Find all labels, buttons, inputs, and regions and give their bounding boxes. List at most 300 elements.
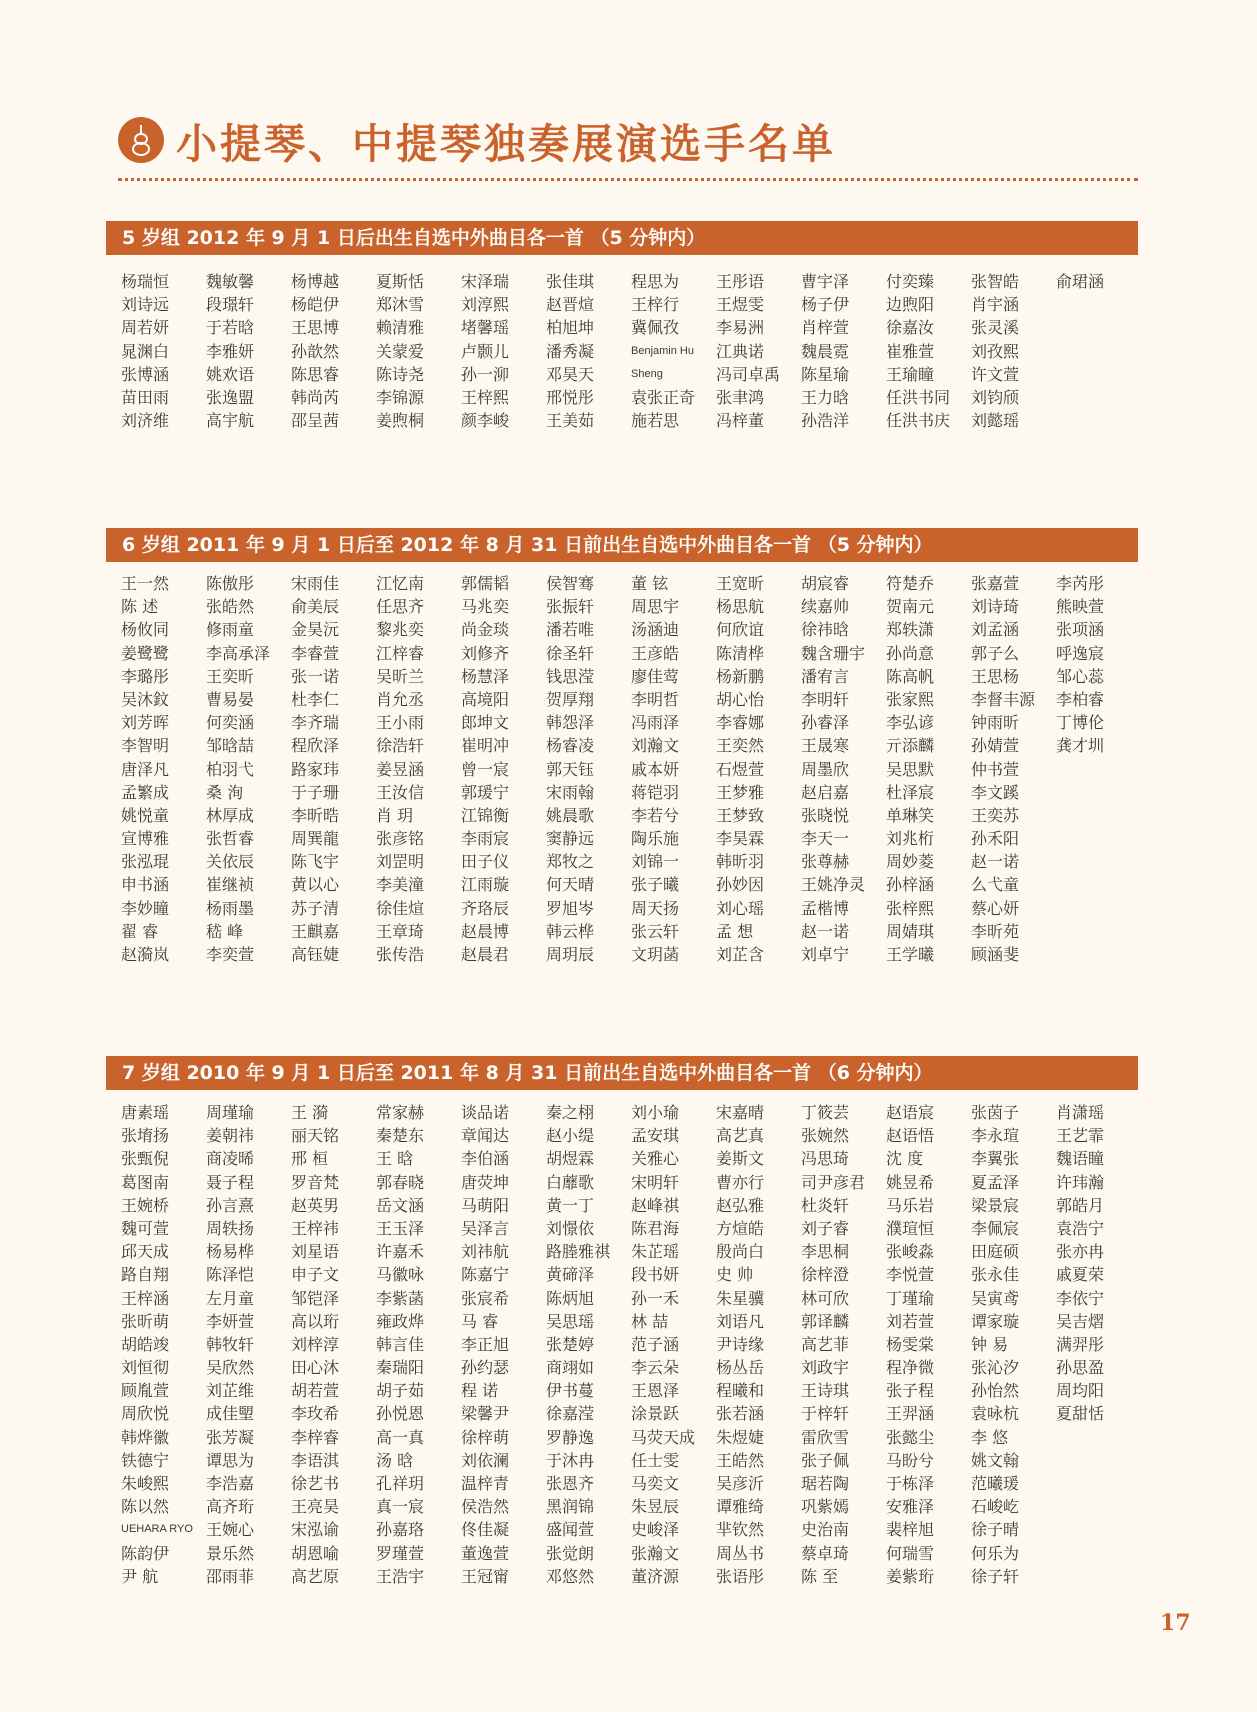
contestant-name: 王汝信 (376, 782, 425, 802)
contestant-name: 秦楚东 (376, 1126, 425, 1146)
contestant-name: 张瀚文 (631, 1543, 680, 1563)
contestant-name: 张甄倪 (121, 1149, 170, 1169)
contestant-name: 张恩齐 (546, 1474, 595, 1493)
contestant-name: 魏语瞳 (1056, 1149, 1105, 1169)
contestant-name: 高宇航 (206, 411, 255, 431)
contestant-name: 石煜萱 (716, 759, 765, 779)
contestant-name: 孙浩洋 (801, 411, 850, 431)
contestant-name: 汤 晗 (376, 1450, 414, 1470)
contestant-name: 王恩泽 (631, 1381, 680, 1401)
contestant-name: 宋明轩 (631, 1172, 680, 1192)
contestant-name: 钱思滢 (546, 666, 595, 686)
contestant-name: 胡心怡 (716, 689, 765, 709)
contestant-name: 李佩宸 (971, 1218, 1020, 1238)
contestant-name: 刘恒彻 (121, 1358, 170, 1378)
contestant-name: 刘小瑜 (631, 1103, 680, 1122)
contestant-name: 张博涵 (121, 364, 170, 384)
contestant-name (1056, 1426, 1141, 1449)
contestant-name: 董 铉 (631, 574, 669, 593)
contestant-name: 王梓涵 (121, 1288, 170, 1308)
page-header (118, 112, 836, 168)
contestant-name: 王章琦 (376, 921, 425, 941)
contestant-name: 周巽龍 (291, 829, 340, 849)
contestant-name: 陈傲彤 (206, 574, 255, 593)
contestant-name (1056, 873, 1141, 896)
contestant-name: 曹易晏 (206, 689, 255, 709)
contestant-name: 李璐彤 (121, 666, 170, 686)
contestant-name: 高钰婕 (291, 945, 340, 964)
contestant-name: 邹铠泽 (291, 1288, 340, 1308)
contestant-name: 刘子睿 (801, 1218, 850, 1238)
contestant-name: 张沁汐 (971, 1358, 1020, 1378)
contestant-name: 王羿涵 (886, 1404, 935, 1424)
contestant-name: 苏子清 (291, 898, 340, 918)
contestant-name: 张灵溪 (971, 318, 1020, 338)
contestant-name: 熊映萱 (1056, 597, 1105, 617)
contestant-name: 崔继祯 (206, 875, 255, 895)
contestant-name: 于若晗 (206, 318, 255, 338)
contestant-name: 龚才圳 (1056, 736, 1105, 756)
contestant-name: 孟 想 (716, 921, 754, 941)
contestant-name: 周欣悦 (121, 1404, 170, 1424)
contestant-name: 常家赫 (376, 1103, 425, 1122)
contestant-name: 王思杨 (971, 666, 1020, 686)
contestant-name: 任士雯 (631, 1450, 680, 1470)
contestant-name: 杨雯棠 (886, 1334, 935, 1354)
contestant-name: 佟佳凝 (461, 1520, 510, 1540)
contestant-name: 魏敏馨 (206, 272, 255, 291)
contestant-name: 田庭硕 (971, 1242, 1020, 1262)
contestant-name: 吴昕兰 (376, 666, 425, 686)
contestant-name: 李昕苑 (971, 921, 1020, 941)
contestant-name: 谭雅绮 (716, 1497, 765, 1517)
contestant-name: 王梓行 (631, 295, 680, 315)
contestant-name: 王 晗 (376, 1149, 414, 1169)
contestant-name: 李齐瑞 (291, 713, 340, 733)
contestant-name: 赵弘雅 (716, 1195, 765, 1215)
contestant-name: 邹心蕊 (1056, 666, 1105, 686)
contestant-name: 俞珺涵 (1056, 272, 1105, 291)
contestant-name (1056, 340, 1141, 363)
contestant-name: 曾一宸 (461, 759, 510, 779)
contestant-name: 赵晋煊 (546, 295, 595, 315)
contestant-name: 冯雨泽 (631, 713, 680, 733)
contestant-name: 夏甜恬 (1056, 1404, 1105, 1424)
contestant-name: 边煦阳 (886, 295, 935, 315)
group-6-heading: 6 岁组 2011 年 9 月 1 日后至 2012 年 8 月 31 日前出生自选中外曲目各一首 （5 分钟内） (106, 528, 1138, 562)
contestant-name: 成佳朢 (206, 1404, 255, 1424)
contestant-name: 袁张正奇 (631, 387, 696, 407)
contestant-name: 李玫希 (291, 1404, 340, 1424)
contestant-name: 雷欣雪 (801, 1427, 850, 1447)
contestant-name: 郭子么 (971, 643, 1020, 663)
contestant-name: 肖允丞 (376, 689, 425, 709)
contestant-name: 张一诺 (291, 666, 340, 686)
contestant-name: 江锦衡 (461, 805, 510, 825)
contestant-name: 周婧琪 (886, 921, 935, 941)
contestant-name: 王梦雅 (716, 782, 765, 802)
contestant-name: 刘瀚文 (631, 736, 680, 756)
contestant-name: 马兆奕 (461, 597, 510, 617)
contestant-name: 亓添麟 (886, 736, 935, 756)
contestant-name: 孙嘉珞 (376, 1520, 425, 1540)
contestant-name: 仲书萱 (971, 759, 1020, 779)
contestant-name: 王梦致 (716, 805, 765, 825)
contestant-name: 崔明冲 (461, 736, 510, 756)
contestant-name: 唐荧坤 (461, 1172, 510, 1192)
contestant-name: 桑 洵 (206, 782, 244, 802)
contestant-name: 于子珊 (291, 782, 340, 802)
contestant-name: 宋雨佳 (291, 574, 340, 593)
contestant-name: 赵晨博 (461, 921, 510, 941)
contestant-name (1056, 1565, 1141, 1588)
contestant-name: 岳文涵 (376, 1195, 425, 1215)
contestant-name: 马乐岩 (886, 1195, 935, 1215)
contestant-name: 涂景跃 (631, 1404, 680, 1424)
contestant-name: 李永瑄 (971, 1126, 1020, 1146)
contestant-name: 田心沐 (291, 1358, 340, 1378)
contestant-name (1056, 1449, 1141, 1472)
contestant-name: 魏含珊宇 (801, 643, 866, 663)
contestant-name: 王学曦 (886, 945, 935, 964)
contestant-name: 任思齐 (376, 597, 425, 617)
contestant-name: 韩云桦 (546, 921, 595, 941)
contestant-name: 段书妍 (631, 1265, 680, 1285)
contestant-name: 满羿彤 (1056, 1334, 1105, 1354)
contestant-name: 王婉桥 (121, 1195, 170, 1215)
contestant-name: 李明哲 (631, 689, 680, 709)
contestant-name: 李云朵 (631, 1358, 680, 1378)
contestant-name: 韩牧轩 (206, 1334, 255, 1354)
contestant-name: 李梓睿 (291, 1427, 340, 1447)
contestant-name: 陶乐施 (631, 829, 680, 849)
contestant-name: 刘孟涵 (971, 620, 1020, 640)
contestant-name: 王宽昕 (716, 574, 765, 593)
contestant-name: 孙一禾 (631, 1288, 680, 1308)
contestant-name: 邵呈茜 (291, 411, 340, 431)
contestant-name: 孙婧萱 (971, 736, 1020, 756)
contestant-name: 朱峻熙 (121, 1474, 170, 1493)
contestant-name: 高境阳 (461, 689, 510, 709)
contestant-name: 黄以心 (291, 875, 340, 895)
contestant-name: 付奕臻 (886, 272, 935, 291)
contestant-name: 钟 易 (971, 1334, 1009, 1354)
contestant-name: 伊书蔓 (546, 1381, 595, 1401)
contestant-name: 徐嘉滢 (546, 1404, 595, 1424)
contestant-name: 徐嘉汝 (886, 318, 935, 338)
contestant-name: 赵峰祺 (631, 1195, 680, 1215)
contestant-name: 陈星瑜 (801, 364, 850, 384)
contestant-name: 张梓熙 (886, 898, 935, 918)
contestant-name: 杨新鹏 (716, 666, 765, 686)
contestant-name: 关雅心 (631, 1149, 680, 1169)
contestant-name: 孙禾阳 (971, 829, 1020, 849)
contestant-name: 高齐珩 (206, 1497, 255, 1517)
contestant-name: 聂子程 (206, 1172, 255, 1192)
contestant-name: 周天扬 (631, 898, 680, 918)
contestant-name: 周墨欣 (801, 759, 850, 779)
contestant-name: 王奕然 (716, 736, 765, 756)
contestant-name (1056, 827, 1141, 850)
contestant-name: 沈 度 (886, 1149, 924, 1169)
contestant-name: 郭译麟 (801, 1311, 850, 1331)
contestant-name: 侯浩然 (461, 1497, 510, 1517)
contestant-name: 杨丛岳 (716, 1358, 765, 1378)
contestant-name: 刘依澜 (461, 1450, 510, 1470)
contestant-name: Sheng (631, 367, 663, 380)
contestant-name (1056, 943, 1141, 966)
contestant-name: 刘政宇 (801, 1358, 850, 1378)
contestant-name: 符楚乔 (886, 574, 935, 593)
contestant-name: 王彤语 (716, 272, 765, 291)
contestant-name: 李奕萱 (206, 945, 255, 964)
contestant-name: 赵一诺 (971, 852, 1020, 872)
contestant-name: 张皓然 (206, 597, 255, 617)
contestant-name: 刘锦一 (631, 852, 680, 872)
contestant-name: 宋嘉晴 (716, 1103, 765, 1122)
contestant-name: 郭天钰 (546, 759, 595, 779)
contestant-name: 顾涵斐 (971, 945, 1020, 964)
contestant-name: 宋泽瑞 (461, 272, 510, 291)
contestant-name: 王力晗 (801, 387, 850, 407)
contestant-name: 堵馨瑶 (461, 318, 510, 338)
contestant-name: 胡皓竣 (121, 1334, 170, 1354)
contestant-name: 何奕涵 (206, 713, 255, 733)
contestant-name: 姜紫珩 (886, 1566, 935, 1586)
contestant-name: 刘修齐 (461, 643, 510, 663)
group-7-heading: 7 岁组 2010 年 9 月 1 日后至 2011 年 8 月 31 日前出生自选中外曲目各一首 （6 分钟内） (106, 1056, 1138, 1090)
contestant-name: 顾胤萱 (121, 1381, 170, 1401)
contestant-name: 任洪书同 (886, 387, 951, 407)
contestant-name: 王玉泽 (376, 1218, 425, 1238)
contestant-name: 司尹彦君 (801, 1172, 866, 1192)
contestant-name: 王小雨 (376, 713, 425, 733)
contestant-name: 徐子晴 (971, 1520, 1020, 1540)
contestant-name: 吴欣然 (206, 1358, 255, 1378)
contestant-name: 董济源 (631, 1566, 680, 1586)
contestant-name: 刘济维 (121, 411, 170, 431)
contestant-name: 陈高帆 (886, 666, 935, 686)
contestant-name: 刘孜熙 (971, 341, 1020, 361)
contestant-name: 江梓睿 (376, 643, 425, 663)
contestant-name: 张语彤 (716, 1566, 765, 1586)
contestant-name: 孙梓涵 (886, 875, 935, 895)
contestant-name: 石峻屹 (971, 1497, 1020, 1517)
contestant-name: 陈嘉宁 (461, 1265, 510, 1285)
contestant-name: 张泓琨 (121, 852, 170, 872)
contestant-name: 姚欢语 (206, 364, 255, 384)
contestant-name: 芈钦然 (716, 1520, 765, 1540)
contestant-name: 孙思盈 (1056, 1358, 1105, 1378)
contestant-name: 孟繁成 (121, 782, 170, 802)
contestant-name: 李悦萱 (886, 1265, 935, 1285)
contestant-name (1056, 1542, 1141, 1565)
contestant-name: 王麒嘉 (291, 921, 340, 941)
contestant-name: 修雨童 (206, 620, 255, 640)
contestant-name: 琚若陶 (801, 1474, 850, 1493)
contestant-name: 张智皓 (971, 272, 1020, 291)
contestant-name: 邢 桓 (291, 1149, 329, 1169)
contestant-name: 张嘉萱 (971, 574, 1020, 593)
contestant-name: 张云轩 (631, 921, 680, 941)
contestant-name: 吴寅鸢 (971, 1288, 1020, 1308)
contestant-name: 朱芷瑶 (631, 1242, 680, 1262)
contestant-name: 刘芷维 (206, 1381, 255, 1401)
contestant-name: 王梓祎 (291, 1218, 340, 1238)
contestant-name: 姜朝祎 (206, 1126, 255, 1146)
contestant-name: 姚昱希 (886, 1172, 935, 1192)
contestant-name: 吴彦沂 (716, 1474, 765, 1493)
contestant-name: 曹亦行 (716, 1172, 765, 1192)
contestant-name: 杨皑伊 (291, 295, 340, 315)
contestant-name: 姜昱涵 (376, 759, 425, 779)
contestant-name: 胡宸睿 (801, 574, 850, 593)
contestant-name: 程曦和 (716, 1381, 765, 1401)
contestant-name: 刘憬依 (546, 1218, 595, 1238)
contestant-name: 马徽咏 (376, 1265, 425, 1285)
contestant-name: 郑轶潇 (886, 620, 935, 640)
contestant-name: 窦静远 (546, 829, 595, 849)
contestant-name: 李昊霖 (716, 829, 765, 849)
contestant-name: 安雅泽 (886, 1497, 935, 1517)
contestant-name: 翟 睿 (121, 921, 159, 941)
contestant-name: 谭思为 (206, 1450, 255, 1470)
contestant-name: 刘心瑶 (716, 898, 765, 918)
contestant-name: 葛图南 (121, 1172, 170, 1192)
contestant-name: 张子佩 (801, 1450, 850, 1470)
contestant-name: 马奕文 (631, 1474, 680, 1493)
contestant-name: 高艺真 (716, 1126, 765, 1146)
contestant-name (1056, 758, 1141, 781)
contestant-name: 徐佳煊 (376, 898, 425, 918)
contestant-name: 陈诗尧 (376, 364, 425, 384)
contestant-name: 刘卓宁 (801, 945, 850, 964)
contestant-name: 姜煦桐 (376, 411, 425, 431)
contestant-name: 徐浩轩 (376, 736, 425, 756)
contestant-name (1056, 293, 1141, 316)
contestant-name: 陈炳旭 (546, 1288, 595, 1308)
group-5-names (121, 270, 1141, 432)
contestant-name: 李美潼 (376, 875, 425, 895)
contestant-name: 胡恩喻 (291, 1543, 340, 1563)
contestant-name: 李紫菡 (376, 1288, 425, 1308)
contestant-name: 朱星骥 (716, 1288, 765, 1308)
contestant-name: 张觉朗 (546, 1543, 595, 1563)
contestant-name: 刘梓淳 (291, 1334, 340, 1354)
contestant-name: 周均阳 (1056, 1381, 1105, 1401)
contestant-name: 孙言熹 (206, 1195, 255, 1215)
contestant-name: 姚悦童 (121, 805, 170, 825)
contestant-name: 姜鹭鹭 (121, 643, 170, 663)
contestant-name: 巩紫嫣 (801, 1497, 850, 1517)
contestant-name: 罗瑾萱 (376, 1543, 425, 1563)
contestant-name: 李伯涵 (461, 1149, 510, 1169)
contestant-name: 张峻淼 (886, 1242, 935, 1262)
contestant-name: 陈 至 (801, 1566, 839, 1586)
contestant-name: 孙妙因 (716, 875, 765, 895)
contestant-name: 刘懿瑶 (971, 411, 1020, 431)
contestant-name: 张懿尘 (886, 1427, 935, 1447)
contestant-name: 李妙瞳 (121, 898, 170, 918)
contestant-name: 徐梓澄 (801, 1265, 850, 1285)
contestant-name: 王皓然 (716, 1450, 765, 1470)
contestant-name: 李锦源 (376, 387, 425, 407)
contestant-name: 贺厚翔 (546, 689, 595, 709)
contestant-name: 王瑜瞳 (886, 364, 935, 384)
contestant-name: 程 诺 (461, 1381, 499, 1401)
contestant-name: 王奕昕 (206, 666, 255, 686)
contestant-name: 王亮昊 (291, 1497, 340, 1517)
contestant-name: 孙怡然 (971, 1381, 1020, 1401)
contestant-name: 盛闻萱 (546, 1520, 595, 1540)
contestant-name: 冯梓董 (716, 411, 765, 431)
contestant-name: 柏羽弋 (206, 759, 255, 779)
contestant-name: 许文萱 (971, 364, 1020, 384)
contestant-name: 魏晨霓 (801, 341, 850, 361)
contestant-name: 袁咏杭 (971, 1404, 1020, 1424)
contestant-name: 郑沐雪 (376, 295, 425, 315)
contestant-name: Benjamin Hu (631, 344, 694, 357)
contestant-name: 张宸希 (461, 1288, 510, 1308)
contestant-name: 马盼兮 (886, 1450, 935, 1470)
contestant-name: 王美茹 (546, 411, 595, 431)
group-7-names (121, 1101, 1141, 1588)
contestant-name: 郑牧之 (546, 852, 595, 872)
contestant-name: 江典诺 (716, 341, 765, 361)
contestant-name: 孙睿泽 (801, 713, 850, 733)
contestant-name: 周瑾瑜 (206, 1103, 255, 1122)
contestant-name: 李正旭 (461, 1334, 510, 1354)
contestant-name: 段璟轩 (206, 295, 255, 315)
contestant-name: 肖 玥 (376, 805, 414, 825)
contestant-name: 罗旭岑 (546, 898, 595, 918)
contestant-name: 尹 航 (121, 1566, 159, 1586)
contestant-name: 申子文 (291, 1265, 340, 1285)
contestant-name: 孙约瑟 (461, 1358, 510, 1378)
contestant-name: 陈泽恺 (206, 1265, 255, 1285)
contestant-name: 张尊赫 (801, 852, 850, 872)
contestant-name: 秦瑞阳 (376, 1358, 425, 1378)
contestant-name: 姜斯文 (716, 1149, 765, 1169)
contestant-name: 袁浩宁 (1056, 1218, 1105, 1238)
contestant-name: 邹晗喆 (206, 736, 255, 756)
contestant-name: 李浩嘉 (206, 1474, 255, 1493)
contestant-name: 李睿萱 (291, 643, 340, 663)
contestant-name: 郭儒韬 (461, 574, 510, 593)
contestant-name (1056, 316, 1141, 339)
contestant-name: 王彦皓 (631, 643, 680, 663)
contestant-name: 郭皓月 (1056, 1195, 1105, 1215)
contestant-name: 施若思 (631, 411, 680, 431)
contestant-name: 邓昊天 (546, 364, 595, 384)
contestant-name: 郎坤文 (461, 713, 510, 733)
contestant-name: 韩言佳 (376, 1334, 425, 1354)
contestant-name: 肖宇涵 (971, 295, 1020, 315)
contestant-name: 李雅妍 (206, 341, 255, 361)
contestant-name: 何天晴 (546, 875, 595, 895)
contestant-name: 李明轩 (801, 689, 850, 709)
contestant-name: 吴思默 (886, 759, 935, 779)
contestant-name: 晁渊白 (121, 341, 170, 361)
contestant-name: 姚晨歌 (546, 805, 595, 825)
contestant-name: 马 睿 (461, 1311, 499, 1331)
contestant-name: 黄碲泽 (546, 1265, 595, 1285)
contestant-name: 张逸盟 (206, 387, 255, 407)
contestant-name: 李翼张 (971, 1149, 1020, 1169)
contestant-name: 章闻达 (461, 1126, 510, 1146)
contestant-name: 裴梓旭 (886, 1520, 935, 1540)
contestant-name: 梁景宸 (971, 1195, 1020, 1215)
